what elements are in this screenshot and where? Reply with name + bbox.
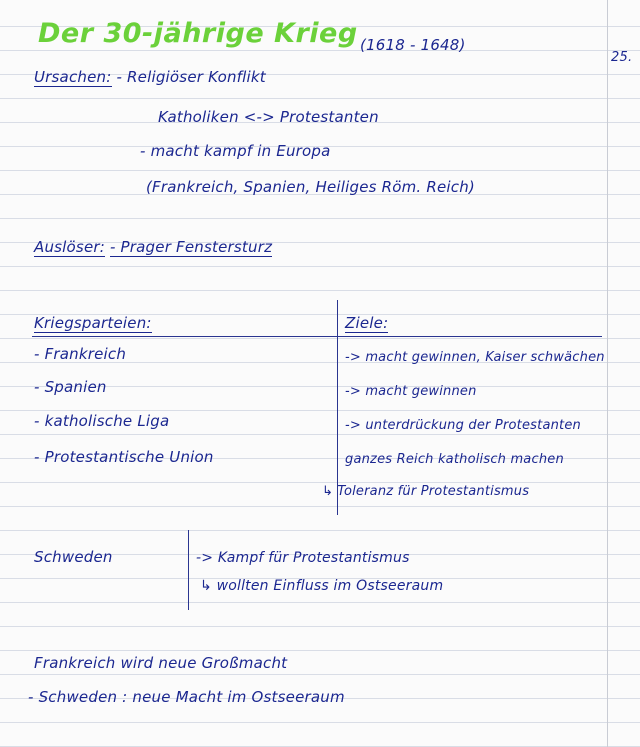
table-divider bbox=[337, 300, 338, 515]
ursachen-label: Ursachen: bbox=[34, 68, 112, 86]
schweden-divider bbox=[188, 530, 189, 610]
ursachen-line-1: - Religiöser Konflikt bbox=[116, 68, 266, 86]
ziele-heading bbox=[345, 314, 388, 332]
ursachen-line-2: Katholiken <-> Protestanten bbox=[158, 108, 379, 126]
kriegspartei-item: - Protestantische Union bbox=[34, 448, 214, 466]
kriegsparteien-heading bbox=[34, 314, 152, 332]
ziel-item: ganzes Reich katholisch machen bbox=[345, 452, 564, 467]
ausloeser-block bbox=[34, 238, 272, 256]
ausloeser-value: - Prager Fenstersturz bbox=[109, 238, 273, 256]
ziel-item: ↳ Toleranz für Protestantismus bbox=[322, 484, 530, 499]
ausloeser-label: Auslöser: bbox=[34, 238, 105, 256]
ursachen-block bbox=[34, 68, 266, 86]
ziel-item: -> macht gewinnen, Kaiser schwächen bbox=[345, 350, 605, 365]
ursachen-line-4: (Frankreich, Spanien, Heiliges Röm. Reich) bbox=[146, 178, 475, 196]
ziel-item: -> unterdrückung der Protestanten bbox=[345, 418, 581, 433]
ziel-item: -> macht gewinnen bbox=[345, 384, 477, 399]
kriegsparteien-heading-text: Kriegsparteien: bbox=[34, 314, 152, 332]
schweden-label: Schweden bbox=[34, 548, 113, 566]
ursachen-line-3: - macht kampf in Europa bbox=[140, 142, 331, 160]
margin-line bbox=[607, 0, 608, 747]
schweden-line-1: -> Kampf für Protestantismus bbox=[196, 550, 410, 566]
table-header-rule bbox=[32, 336, 602, 337]
kriegspartei-item: - Spanien bbox=[34, 378, 107, 396]
page-title: Der 30-jährige Krieg bbox=[38, 18, 358, 49]
ziele-heading-text: Ziele: bbox=[345, 314, 389, 332]
schweden-line-2: ↳ wollten Einfluss im Ostseeraum bbox=[200, 578, 444, 594]
kriegspartei-item: - katholische Liga bbox=[34, 412, 170, 430]
ergebnis-line-2: - Schweden : neue Macht im Ostseeraum bbox=[28, 688, 345, 706]
ergebnis-line-1: Frankreich wird neue Großmacht bbox=[34, 654, 288, 672]
page-number: 25. bbox=[611, 50, 633, 65]
date-range: (1618 - 1648) bbox=[360, 36, 466, 54]
kriegspartei-item: - Frankreich bbox=[34, 345, 127, 363]
